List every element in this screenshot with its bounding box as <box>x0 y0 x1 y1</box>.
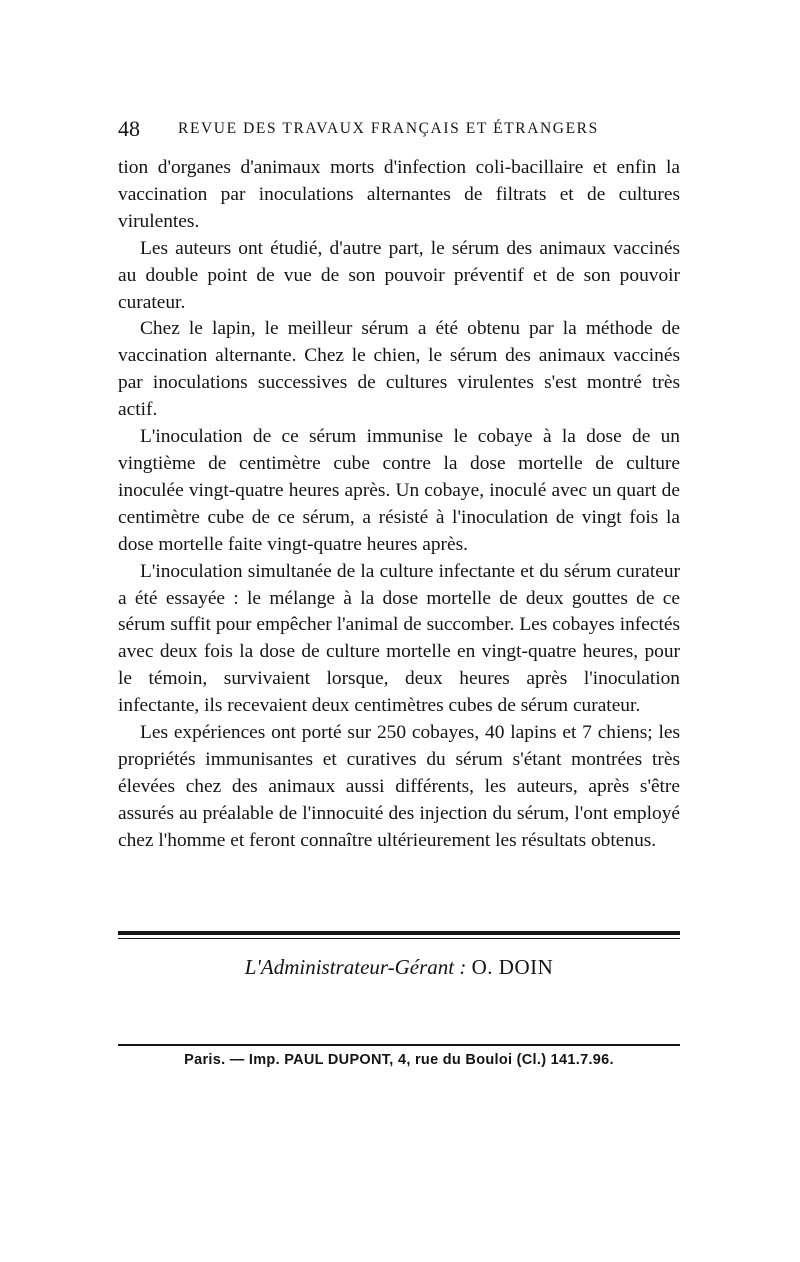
page-number: 48 <box>118 116 140 141</box>
article-body <box>118 155 680 855</box>
signature-name: O. DOIN <box>471 955 554 979</box>
paragraph: tion d'organes d'animaux morts d'infection coli-bacillaire et enfin la vaccination par inoculations alternantes de filtrats et de cultures virulentes. <box>118 157 680 232</box>
divider-thin <box>118 938 680 939</box>
paragraph: Chez le lapin, le meilleur sérum a été obtenu par la méthode de vaccination alternante. Chez le chien, le sérum des animaux vaccinés par inoculations successives de cultures virulentes s'est montré très actif. <box>118 318 680 421</box>
running-title: REVUE DES TRAVAUX FRANÇAIS ET ÉTRANGERS <box>178 120 599 137</box>
paragraph: L'inoculation de ce sérum immunise le cobaye à la dose de un vingtième de centimètre cube contre la dose mortelle de culture inoculée vingt-quatre heures après. Un cobaye, inoculé avec un quart de centimètre cube de ce sérum, a résisté à l'inoculation de vingt fois la dose mortelle faite vingt-quatre heures après. <box>118 426 680 555</box>
paragraph: L'inoculation simultanée de la culture infectante et du sérum curateur a été essayée : le mélange à la dose mortelle de deux gouttes de ce sérum suffit pour empêcher l'animal de succomber. Les cobayes infectés avec deux fois la dose de culture mortelle en vingt-quatre heures, pour le témoin, survivaient lorsque, deux heures après l'inoculation infectante, ils recevaient deux centimètres cubes de sérum curateur. <box>118 560 680 717</box>
signature-role: L'Administrateur-Gérant : <box>244 955 467 979</box>
divider-thick <box>118 931 680 935</box>
divider-bottom <box>118 1044 680 1046</box>
paragraph: Les expériences ont porté sur 250 cobayes, 40 lapins et 7 chiens; les propriétés immunisantes et curatives du sérum s'étant montrées très élevées chez des animaux aussi différents, les auteurs, après s'être assurés au préalable de l'innocuité des injection du sérum, l'ont employé chez l'homme et feront connaître ultérieurement les résultats obtenus. <box>118 722 680 851</box>
signature-line <box>118 955 680 980</box>
printer-imprint: Paris. — Imp. PAUL DUPONT, 4, rue du Bouloi (Cl.) 141.7.96. <box>184 1052 614 1068</box>
page-header <box>118 116 680 140</box>
paragraph: Les auteurs ont étudié, d'autre part, le sérum des animaux vaccinés au double point de vue de son pouvoir préventif et de son pouvoir curateur. <box>118 237 680 313</box>
